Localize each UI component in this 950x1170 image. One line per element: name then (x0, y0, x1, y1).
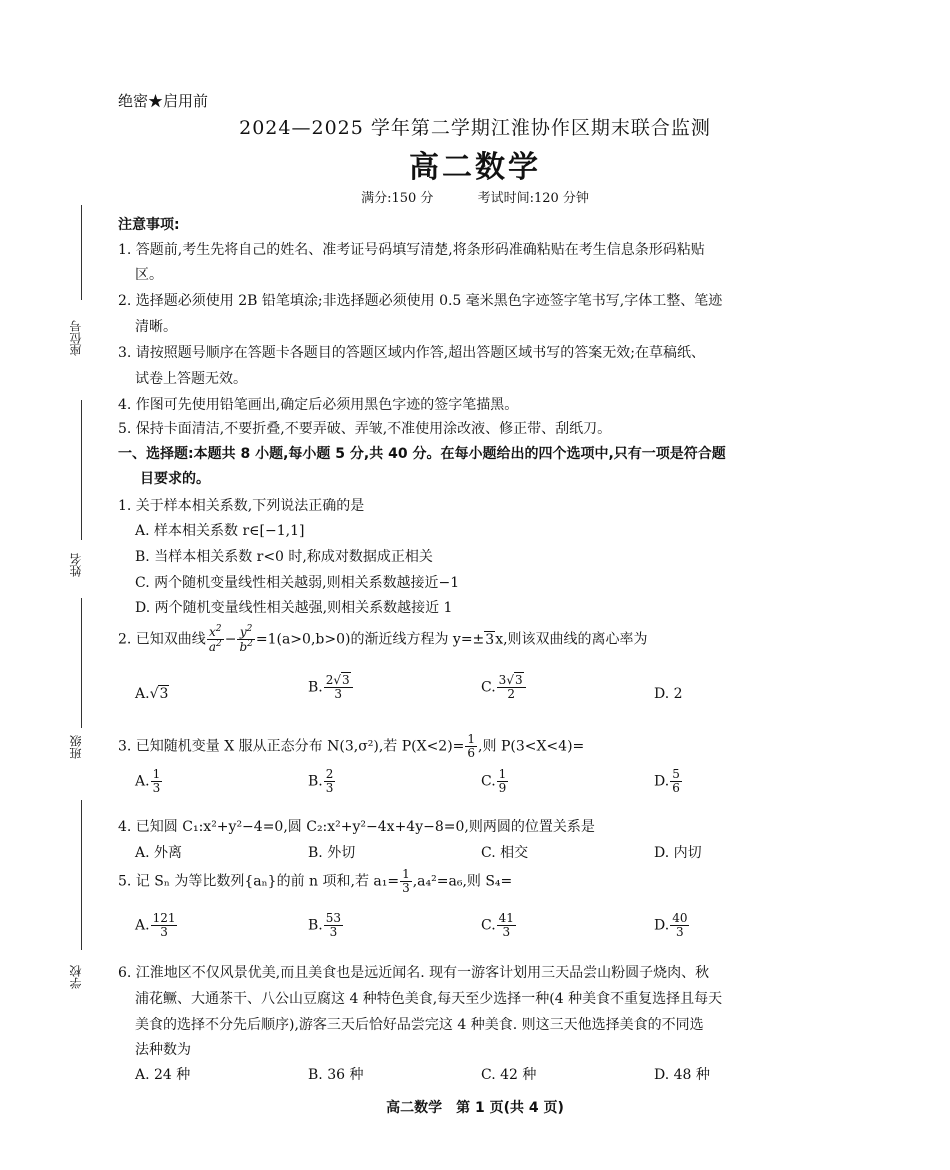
q1-option-a: A. 样本相关系数 r∈[−1,1] (135, 523, 305, 539)
notice-item: 清晰。 (135, 319, 177, 335)
q3-option-b: B. $\frac{2}{3}$ (308, 767, 334, 796)
school-label: 学校 (69, 965, 83, 989)
q3-option-d: D. $\frac{5}{6}$ (654, 767, 680, 796)
q4-option-b: B. 外切 (308, 845, 356, 861)
q6-stem-line: 浦花鳜、大通茶干、八公山豆腐这 4 种特色美食,每天至少选择一种(4 种美食不重复选择且每天 (135, 991, 723, 1007)
fraction: $\frac{y^2}{b^2}$ (239, 624, 253, 655)
q5-option-c: C. $\frac{41}{3}$ (481, 911, 514, 940)
notice-item: 试卷上答题无效。 (135, 371, 247, 387)
notice-item: 2. 选择题必须使用 2B 铅笔填涂;非选择题必须使用 0.5 毫米黑色字迹签字笔书写,字体工整、笔迹 (118, 293, 723, 309)
q6-stem-line: 法种数为 (135, 1042, 191, 1058)
section-heading: 一、选择题:本题共 8 小题,每小题 5 分,共 40 分。在每小题给出的四个选项中,只有一项是符合题 (118, 446, 726, 462)
binding-line-1 (81, 205, 82, 300)
notice-item: 4. 作图可先使用铅笔画出,确定后必须用黑色字迹的签字笔描黑。 (118, 397, 519, 413)
page-title: 高二数学 (409, 150, 541, 185)
binding-line-4 (81, 800, 82, 950)
seat-label: 座位号 (69, 320, 83, 356)
q1-option-b: B. 当样本相关系数 r<0 时,称成对数据成正相关 (135, 549, 433, 565)
q6-option-a: A. 24 种 (135, 1067, 191, 1083)
score-info (0, 187, 950, 206)
q1-option-c: C. 两个随机变量线性相关越弱,则相关系数越接近−1 (135, 575, 460, 591)
q4-option-d: D. 内切 (654, 845, 702, 861)
full-score: 满分:150 分 (361, 191, 434, 206)
q4-option-c: C. 相交 (481, 845, 529, 861)
exam-time: 考试时间:120 分钟 (477, 191, 589, 206)
exam-subtitle: 2024—2025 学年第二学期江淮协作区期末联合监测 (239, 117, 711, 139)
q1-option-d: D. 两个随机变量线性相关越强,则相关系数越接近 1 (135, 600, 453, 616)
q2-stem: 2. 已知双曲线 $\frac{x^2}{a^2}$ − $\frac{y^2}{b^2}$ =1(a>0,b>0)的渐近线方程为 y=±3x,则该双曲线的离心率为 (118, 624, 648, 655)
q2-option-c: C. $\frac{3√3}{2}$ (481, 674, 527, 701)
name-label: 姓名 (69, 553, 83, 577)
q2-option-a: A.√3 (135, 686, 169, 702)
page-footer: 高二数学 第 1 页(共 4 页) (386, 1100, 564, 1116)
q5-option-d: D. $\frac{40}{3}$ (654, 911, 688, 940)
binding-line-3 (81, 598, 82, 728)
q6-stem-line: 美食的选择不分先后顺序),游客三天后恰好品尝完这 4 种美食. 则这三天他选择美食的不同选 (135, 1017, 704, 1033)
q3-option-a: A. $\frac{1}{3}$ (135, 767, 161, 796)
q5-stem: 5. 记 Sₙ 为等比数列{aₙ}的前 n 项和,若 a₁= $\frac{1}{3}$ ,a₄²=a₆,则 S₄= (118, 867, 513, 896)
q5-option-b: B. $\frac{53}{3}$ (308, 911, 342, 940)
notice-item: 1. 答题前,考生先将自己的姓名、准考证号码填写清楚,将条形码准确粘贴在考生信息条形码粘贴 (118, 242, 705, 258)
notice-item: 区。 (135, 267, 163, 283)
q6-stem-line: 6. 江淮地区不仅风景优美,而且美食也是远近闻名. 现有一游客计划用三天品尝山粉圆子烧肉、秋 (118, 965, 710, 981)
q6-option-b: B. 36 种 (308, 1067, 364, 1083)
notice-item: 5. 保持卡面清洁,不要折叠,不要弄破、弄皱,不准使用涂改液、修正带、刮纸刀。 (118, 421, 612, 437)
q2-option-b: B. $\frac{2√3}{3}$ (308, 674, 354, 701)
q1-stem: 1. 关于样本相关系数,下列说法正确的是 (118, 498, 365, 514)
section-heading-cont: 目要求的。 (140, 471, 210, 487)
fraction: $\frac{x^2}{a^2}$ (208, 624, 222, 655)
q4-option-a: A. 外离 (135, 845, 183, 861)
notice-title: 注意事项: (118, 217, 180, 233)
binding-line-2 (81, 400, 82, 540)
class-label: 班级 (69, 735, 83, 759)
notice-item: 3. 请按照题号顺序在答题卡各题目的答题区域内作答,超出答题区域书写的答案无效;在草稿纸、 (118, 345, 705, 361)
q6-option-c: C. 42 种 (481, 1067, 537, 1083)
q6-option-d: D. 48 种 (654, 1067, 710, 1083)
q3-stem: 3. 已知随机变量 X 服从正态分布 N(3,σ²),若 P(X<2)= $\frac{1}{6}$ ,则 P(3<X<4)= (118, 732, 585, 761)
q2-option-d: D. 2 (654, 686, 683, 702)
confidential-mark: 绝密★启用前 (118, 92, 209, 110)
q5-option-a: A. $\frac{121}{3}$ (135, 911, 176, 940)
q4-stem: 4. 已知圆 C₁:x²+y²−4=0,圆 C₂:x²+y²−4x+4y−8=0,则两圆的位置关系是 (118, 819, 595, 835)
q3-option-c: C. $\frac{1}{9}$ (481, 767, 507, 796)
